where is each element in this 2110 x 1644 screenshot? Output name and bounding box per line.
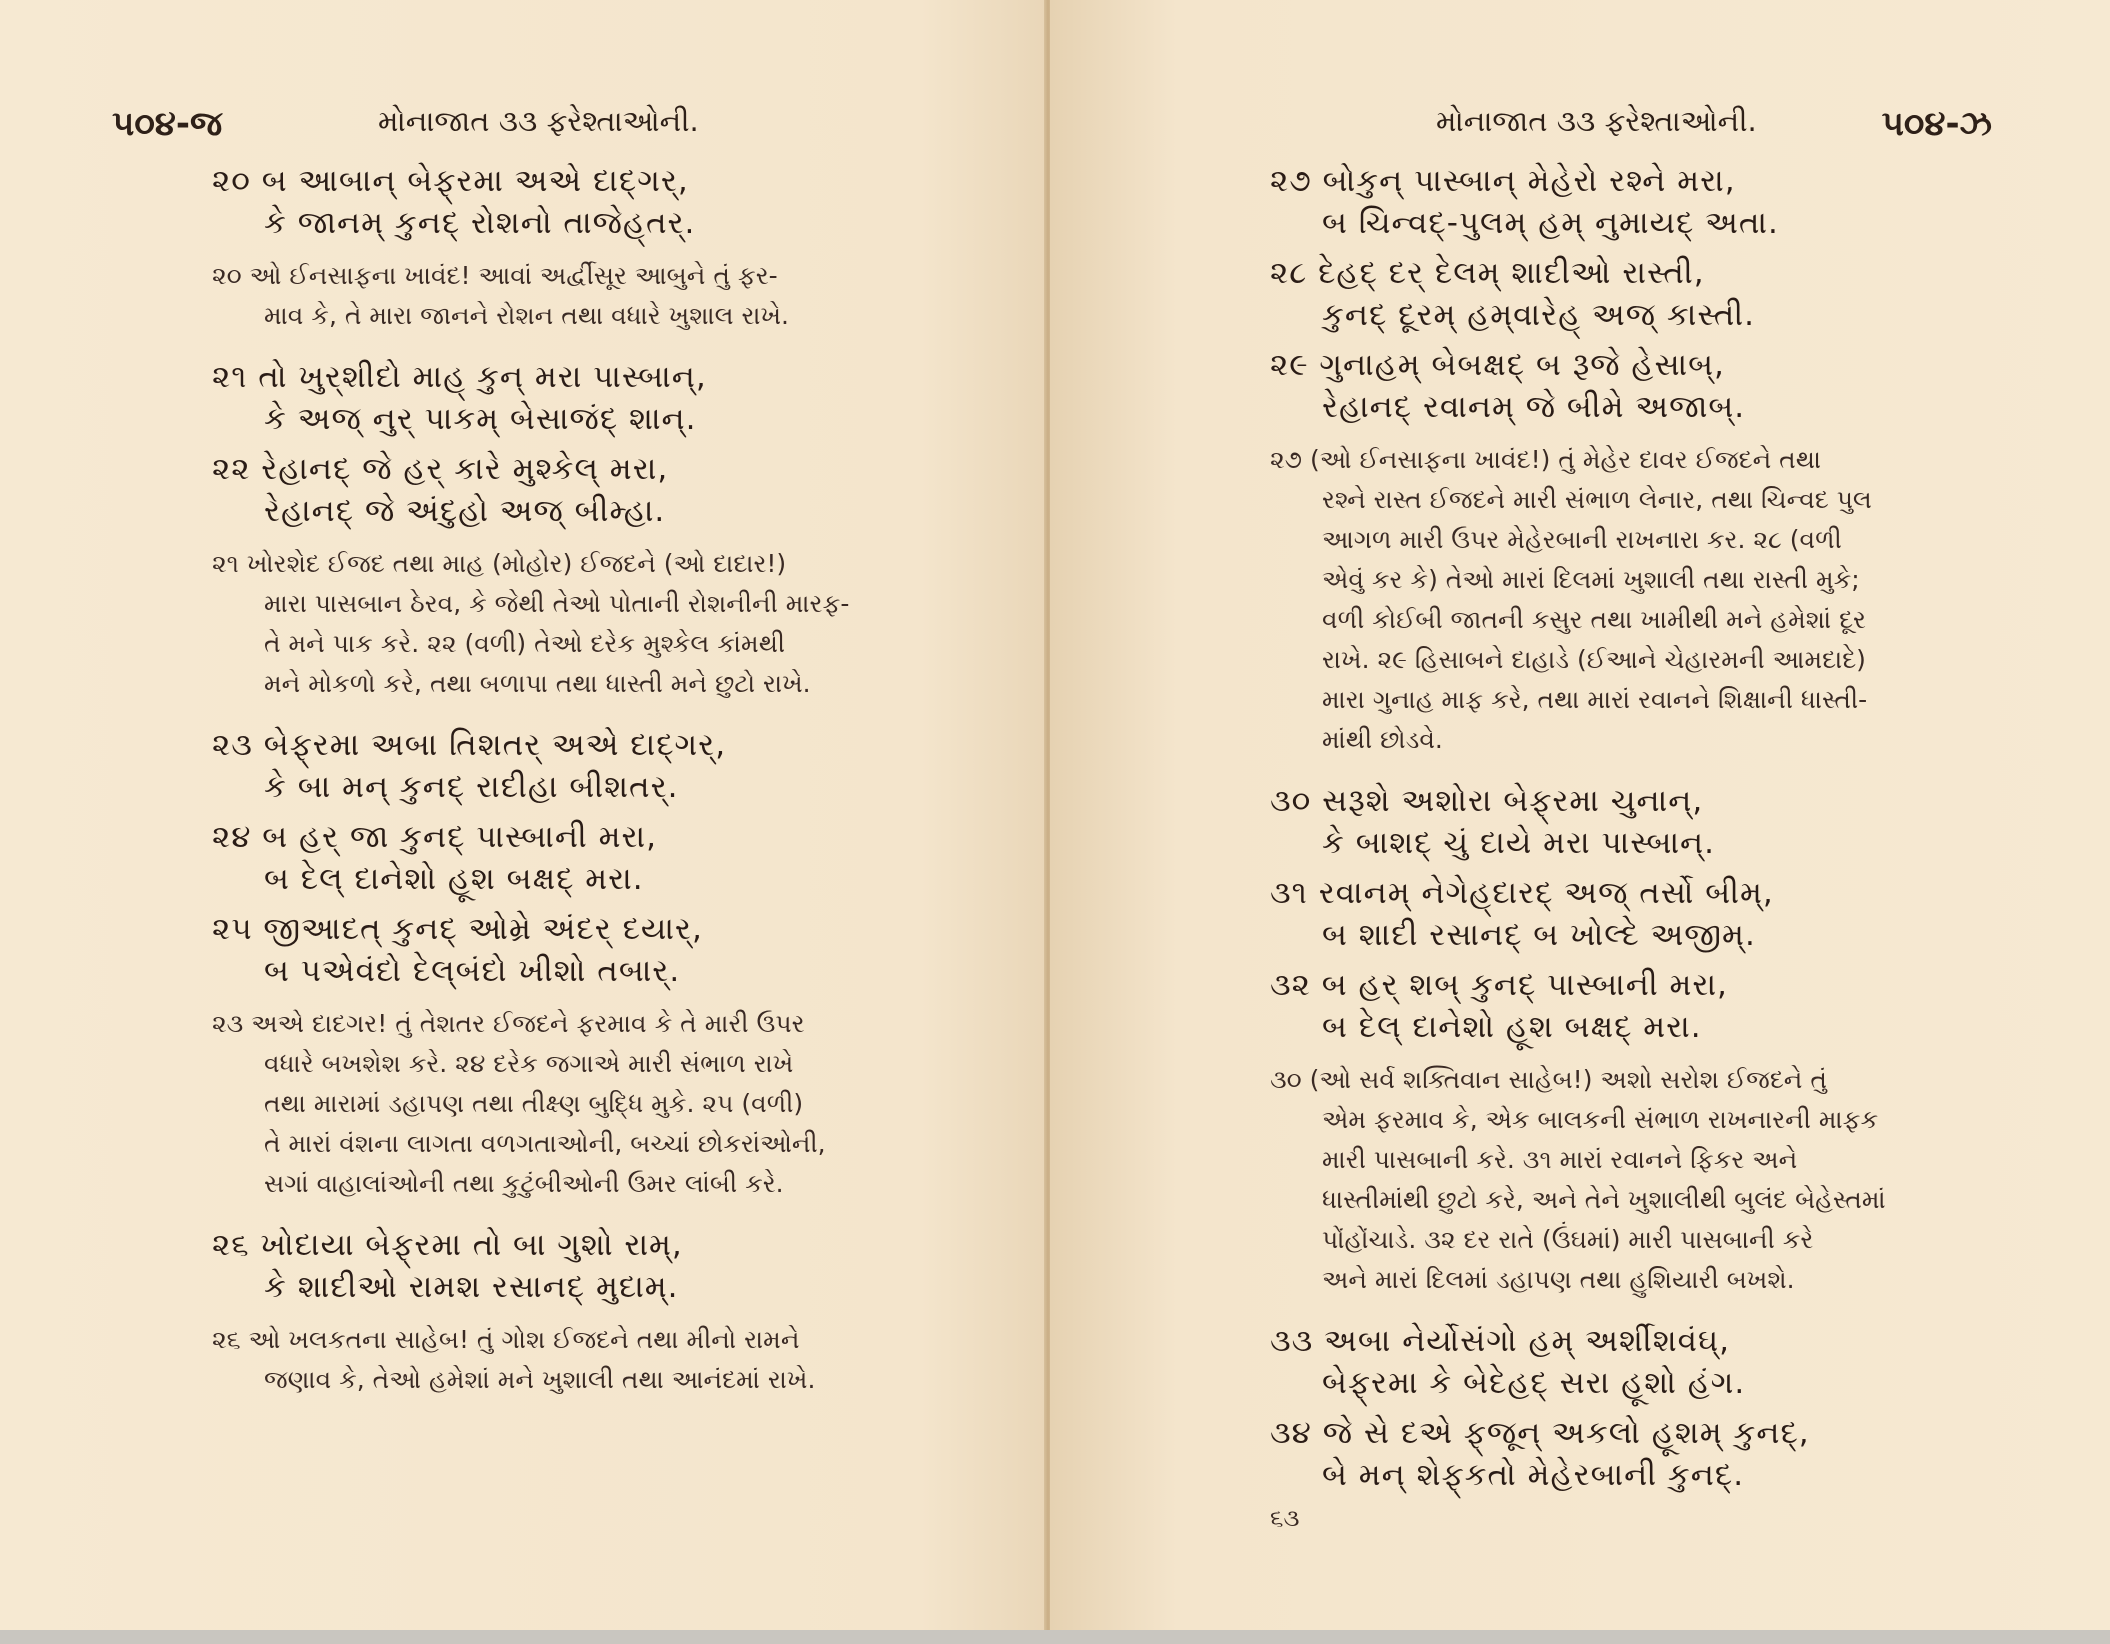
scan-background: [0, 1630, 2110, 1644]
verse-couplet: [1270, 964, 2030, 1048]
verse-line: બેફ્‌રમા કે બેદેહદ્ સરા હૂશો હંગ.: [1322, 1365, 1746, 1401]
verse-line: બ પએવંદો દેલ્‌બંદો ખીશો તબાર્.: [264, 953, 681, 989]
translation-line: પોંહોંચાડે. ૩૨ દર રાતે (ઉંઘમાં) મારી પાસબાની કરે: [1322, 1225, 1814, 1254]
translation-line: ૨૧ ખોરશેદ ઈજદ તથા માહ (મોહોર) ઈજદને (ઓ દાદાર!): [212, 549, 787, 578]
translation-line: રશ્ને રાસ્ત ઈજદને મારી સંભાળ લેનાર, તથા ચિન્વદ પુલ: [1322, 485, 1872, 514]
verse-line: ૨૧ તો ખુર્‌શીદો માહ્ કુન્ મરા પાસ્બાન્,: [212, 359, 707, 395]
verse-line: રેહાનદ્ જે અંદુહો અજ્ બીમ્હા.: [264, 493, 666, 529]
verse-couplet: [212, 724, 932, 808]
translation-line: જણાવ કે, તેઓ હમેશાં મને ખુશાલી તથા આનંદમાં રાખે.: [264, 1365, 816, 1394]
right-page: [1050, 0, 2110, 1630]
verse-couplet: [1270, 1320, 2030, 1404]
verse-couplet: [212, 356, 932, 440]
signature-mark: ૬૩: [1270, 1504, 1300, 1532]
verse-couplet: [1270, 252, 2030, 336]
translation-line: માવ કે, તે મારા જાનને રોશન તથા વધારે ખુશાલ રાખે.: [264, 301, 789, 330]
verse-couplet: [212, 816, 932, 900]
verse-line: કે જાનમ્ કુનદ્ રોશનો તાજેહ્‌તર્.: [264, 205, 696, 241]
translation-line: રાખે. ૨૯ હિસાબને દાહાડે (ઈઆને ચેહારમની આમદાદે): [1322, 645, 1866, 674]
translation-line: એવું કર કે) તેઓ મારાં દિલમાં ખુશાલી તથા રાસ્તી મુકે;: [1322, 565, 1860, 594]
verse-line: બે મન્ શેફ્‌કતો મેહેરબાની કુનદ્.: [1322, 1457, 1745, 1493]
translation-line: આગળ મારી ઉપર મેહેરબાની રાખનારા કર. ૨૮ (વળી: [1322, 525, 1842, 554]
left-page: [0, 0, 1046, 1630]
verse-line: ૩૨ બ હર્ શબ્ કુનદ્ પાસ્બાની મરા,: [1270, 967, 1728, 1003]
translation-line: ૨૬ ઓ ખલકતના સાહેબ! તું ગોશ ઈજદને તથા મીનો રામને: [212, 1325, 800, 1354]
verse-couplet: [212, 908, 932, 992]
verse-line: ૩૪ જે સે દએ ફ્‌જૂન્ અકલો હૂશમ્ કુનદ્,: [1270, 1415, 1810, 1451]
verse-couplet: [212, 1224, 932, 1308]
translation-line: ૨૩ અએ દાદગર! તું તેશતર ઈજદને ફરમાવ કે તે મારી ઉપર: [212, 1009, 805, 1038]
translation-line: વધારે બખશેશ કરે. ૨૪ દરેક જગાએ મારી સંભાળ રાખે: [264, 1049, 794, 1078]
verse-couplet: [1270, 160, 2030, 244]
translation-line: તે મને પાક કરે. ૨૨ (વળી) તેઓ દરેક મુશ્કેલ કાંમથી: [264, 629, 786, 658]
translation-line: વળી કોઈબી જાતની કસુર તથા ખામીથી મને હમેશાં દૂર: [1322, 605, 1866, 634]
running-title: મોનાજાત ૩૩ ફરેશ્તાઓની.: [1436, 104, 1757, 138]
verse-line: ૨૭ બોકુન્ પાસ્બાન્ મેહેરો રશ્ને મરા,: [1270, 163, 1736, 199]
verse-couplet: [1270, 1412, 2030, 1496]
translation-line: ૨૭ (ઓ ઈનસાફના ખાવંદ!) તું મેહેર દાવર ઈજદને તથા: [1270, 445, 1822, 474]
verse-line: ૨૬ ખોદાયા બેફ્‌રમા તો બા ગુશો રામ્,: [212, 1227, 683, 1263]
translation-line: મને મોકળો કરે, તથા બળાપા તથા ધાસ્તી મને છુટો રાખે.: [264, 669, 811, 698]
verse-couplet: [212, 160, 932, 244]
running-title: મોનાજાત ૩૩ ફરેશ્તાઓની.: [378, 104, 699, 138]
translation-paragraph: [212, 544, 932, 704]
translation-line: એમ ફરમાવ કે, એક બાલકની સંભાળ રાખનારની માફક: [1322, 1105, 1879, 1134]
translation-line: ધાસ્તીમાંથી છુટો કરે, અને તેને ખુશાલીથી બુલંદ બેહેસ્તમાં: [1322, 1185, 1886, 1214]
verse-line: ૩૩ અબા નેર્યોસંગો હમ્ અર્શીશવંઘ્,: [1270, 1323, 1731, 1359]
translation-line: ૩૦ (ઓ સર્વ શક્તિવાન સાહેબ!) અશો સરોશ ઈજદને તું: [1270, 1065, 1827, 1094]
verse-couplet: [212, 448, 932, 532]
page-number: ૫૦૪-ઝ: [1881, 104, 1992, 144]
translation-line: તે મારાં વંશના લાગતા વળગતાઓની, બચ્ચાં છોકરાંઓની,: [264, 1129, 826, 1158]
verse-couplet: [1270, 872, 2030, 956]
translation-paragraph: [1270, 1060, 2030, 1300]
verse-couplet: [1270, 344, 2030, 428]
verse-line: કે બા મન્ કુનદ્ રાદીહા બીશતર્.: [264, 769, 679, 805]
verse-line: ૩૦ સરૂશે અશોરા બેફ્‌રમા ચુનાન્,: [1270, 783, 1704, 819]
verse-line: કે અજ્ નુર્ પાકમ્ બેસાજંદ્ શાન્.: [264, 401, 697, 437]
verse-line: ૨૦ બ આબાન્ બેફ્‌રમા અએ દાદ્‌ગર્,: [212, 163, 689, 199]
translation-paragraph: [212, 1320, 932, 1400]
verse-couplet: [1270, 780, 2030, 864]
verse-line: ૨૯ ગુનાહમ્ બેબક્ષદ્ બ રૂજે હેસાબ્,: [1270, 347, 1725, 383]
translation-line: તથા મારામાં ડહાપણ તથા તીક્ષ્ણ બુદ્ધિ મુકે. ૨૫ (વળી): [264, 1089, 804, 1118]
verse-line: બ ચિન્વદ્‌-પુલમ્ હમ્ નુમાયદ્ અતા.: [1322, 205, 1779, 241]
verse-line: ૨૮ દેહદ્ દર્ દેલમ્ શાદીઓ રાસ્તી,: [1270, 255, 1705, 291]
verse-line: ૨૪ બ હર્ જા કુનદ્ પાસ્બાની મરા,: [212, 819, 657, 855]
translation-line: માંથી છોડવે.: [1322, 725, 1443, 754]
page-content: [1270, 160, 2030, 1532]
translation-line: મારી પાસબાની કરે. ૩૧ મારાં રવાનને ફિકર અને: [1322, 1145, 1798, 1174]
translation-line: મારા પાસબાન ઠેરવ, કે જેથી તેઓ પોતાની રોશનીની મારફ-: [264, 589, 850, 618]
translation-paragraph: [212, 256, 932, 336]
verse-line: કે શાદીઓ રામશ રસાનદ્ મુદામ્.: [264, 1269, 679, 1305]
translation-line: મારા ગુનાહ માફ કરે, તથા મારાં રવાનને શિક્ષાની ધાસ્તી-: [1322, 685, 1868, 714]
verse-line: ૩૧ રવાનમ્ નેગેહ્‌દારદ્ અજ્ તર્સો બીમ્,: [1270, 875, 1774, 911]
verse-line: બ શાદી રસાનદ્ બ ખોલ્દે અજીમ્.: [1322, 917, 1756, 953]
verse-line: કુનદ્ દૂરમ્ હમ્‌વારેહ્ અજ્ કાસ્તી.: [1322, 297, 1755, 333]
translation-paragraph: [212, 1004, 932, 1204]
verse-line: બ દેલ્ દાનેશો હૂશ બક્ષદ્ મરા.: [264, 861, 644, 897]
translation-line: અને મારાં દિલમાં ડહાપણ તથા હુશિયારી બખશે.: [1322, 1265, 1795, 1294]
translation-paragraph: [1270, 440, 2030, 760]
verse-line: ૨૩ બેફ્‌રમા અબા તિશતર્ અએ દાદ્‌ગર્,: [212, 727, 727, 763]
translation-line: સગાં વાહાલાંઓની તથા કુટુંબીઓની ઉમર લાંબી કરે.: [264, 1169, 784, 1198]
verse-line: ૨૫ જીઆદત્ કુનદ્ ઓમ્રે અંદર્ દયાર્,: [212, 911, 703, 947]
translation-line: ૨૦ ઓ ઈનસાફના ખાવંદ! આવાં અર્દ્વીસૂર આબુને તું ફર-: [212, 261, 778, 290]
verse-line: ૨૨ રેહાનદ્ જે હર્ કારે મુશ્કેલ્ મરા,: [212, 451, 669, 487]
verse-line: રેહાનદ્ રવાનમ્ જે બીમે અજાબ્.: [1322, 389, 1746, 425]
page-content: [212, 160, 932, 1420]
verse-line: કે બાશદ્ ચું દાયે મરા પાસ્બાન્.: [1322, 825, 1715, 861]
page-number: ૫૦૪-જ: [112, 104, 223, 144]
verse-line: બ દેલ્ દાનેશો હૂશ બક્ષદ્ મરા.: [1322, 1009, 1702, 1045]
